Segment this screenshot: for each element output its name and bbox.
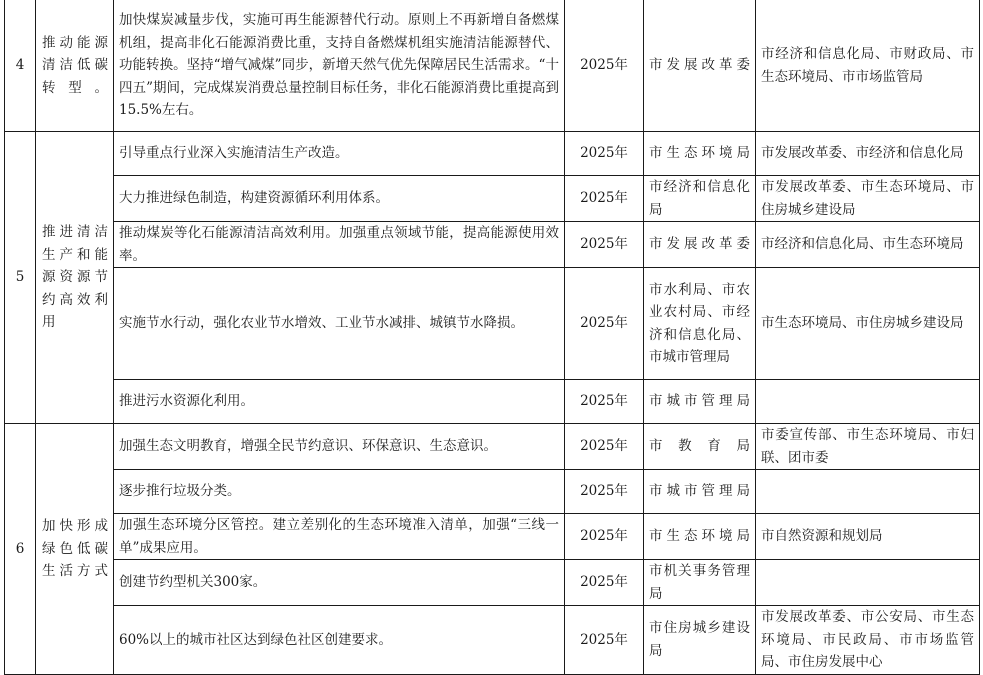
table-row: [5, 606, 980, 675]
deadline-year: 2025年: [565, 176, 644, 222]
deadline-year: 2025年: [565, 560, 644, 606]
lead-unit: 市发展改革委: [644, 0, 756, 132]
table-row: [5, 222, 980, 268]
deadline-year: 2025年: [565, 606, 644, 675]
lead-unit: 市生态环境局: [644, 132, 756, 176]
group-number: 4: [5, 0, 36, 132]
task-text: 逐步推行垃圾分类。: [114, 470, 565, 514]
task-text: 推进污水资源化利用。: [114, 380, 565, 424]
deadline-year: 2025年: [565, 514, 644, 560]
assist-units: 市经济和信息化局、市财政局、市生态环境局、市市场监管局: [756, 0, 980, 132]
deadline-year: 2025年: [565, 268, 644, 380]
task-table: [4, 0, 980, 675]
group-area: 加快形成绿色低碳生活方式: [36, 424, 114, 675]
assist-units: [756, 560, 980, 606]
assist-units: 市委宣传部、市生态环境局、市妇联、团市委: [756, 424, 980, 470]
assist-units: [756, 380, 980, 424]
assist-units: 市发展改革委、市公安局、市生态环境局、市民政局、市市场监管局、市住房发展中心: [756, 606, 980, 675]
task-text: 加强生态环境分区管控。建立差别化的生态环境准入清单，加强“三线一单”成果应用。: [114, 514, 565, 560]
deadline-year: 2025年: [565, 424, 644, 470]
assist-units: 市经济和信息化局、市生态环境局: [756, 222, 980, 268]
table-row: [5, 560, 980, 606]
table-row: [5, 424, 980, 470]
lead-unit: 市生态环境局: [644, 514, 756, 560]
group-number: 5: [5, 132, 36, 424]
task-text: 创建节约型机关300家。: [114, 560, 565, 606]
task-text: 加快煤炭减量步伐，实施可再生能源替代行动。原则上不再新增自备燃煤机组，提高非化石能源消费比重，支持自备燃煤机组实施清洁能源替代、功能转换。坚持“增气减煤”同步，新增天然气优先保障居民生活需求。“十四五”期间，完成煤炭消费总量控制目标任务，非化石能源消费比重提高到15.5%左右。: [114, 0, 565, 132]
task-text: 推动煤炭等化石能源清洁高效利用。加强重点领域节能，提高能源使用效率。: [114, 222, 565, 268]
table-row: [5, 0, 980, 132]
lead-unit: 市教育局: [644, 424, 756, 470]
deadline-year: 2025年: [565, 380, 644, 424]
table-row: [5, 470, 980, 514]
assist-units: 市生态环境局、市住房城乡建设局: [756, 268, 980, 380]
group-area: 推动能源清洁低碳转型。: [36, 0, 114, 132]
task-text: 加强生态文明教育，增强全民节约意识、环保意识、生态意识。: [114, 424, 565, 470]
lead-unit: 市发展改革委: [644, 222, 756, 268]
task-text: 大力推进绿色制造，构建资源循环利用体系。: [114, 176, 565, 222]
table-row: [5, 132, 980, 176]
lead-unit: 市经济和信息化局: [644, 176, 756, 222]
group-number: 6: [5, 424, 36, 675]
group-area: 推进清洁生产和能源资源节约高效利用: [36, 132, 114, 424]
table-row: [5, 380, 980, 424]
lead-unit: 市住房城乡建设局: [644, 606, 756, 675]
lead-unit: 市城市管理局: [644, 380, 756, 424]
deadline-year: 2025年: [565, 222, 644, 268]
task-text: 引导重点行业深入实施清洁生产改造。: [114, 132, 565, 176]
deadline-year: 2025年: [565, 470, 644, 514]
table-row: [5, 176, 980, 222]
task-text: 实施节水行动，强化农业节水增效、工业节水减排、城镇节水降损。: [114, 268, 565, 380]
deadline-year: 2025年: [565, 132, 644, 176]
lead-unit: 市机关事务管理局: [644, 560, 756, 606]
lead-unit: 市水利局、市农业农村局、市经济和信息化局、市城市管理局: [644, 268, 756, 380]
assist-units: [756, 470, 980, 514]
assist-units: 市发展改革委、市经济和信息化局: [756, 132, 980, 176]
deadline-year: 2025年: [565, 0, 644, 132]
assist-units: 市自然资源和规划局: [756, 514, 980, 560]
table-row: [5, 268, 980, 380]
assist-units: 市发展改革委、市生态环境局、市住房城乡建设局: [756, 176, 980, 222]
table-row: [5, 514, 980, 560]
lead-unit: 市城市管理局: [644, 470, 756, 514]
task-text: 60%以上的城市社区达到绿色社区创建要求。: [114, 606, 565, 675]
